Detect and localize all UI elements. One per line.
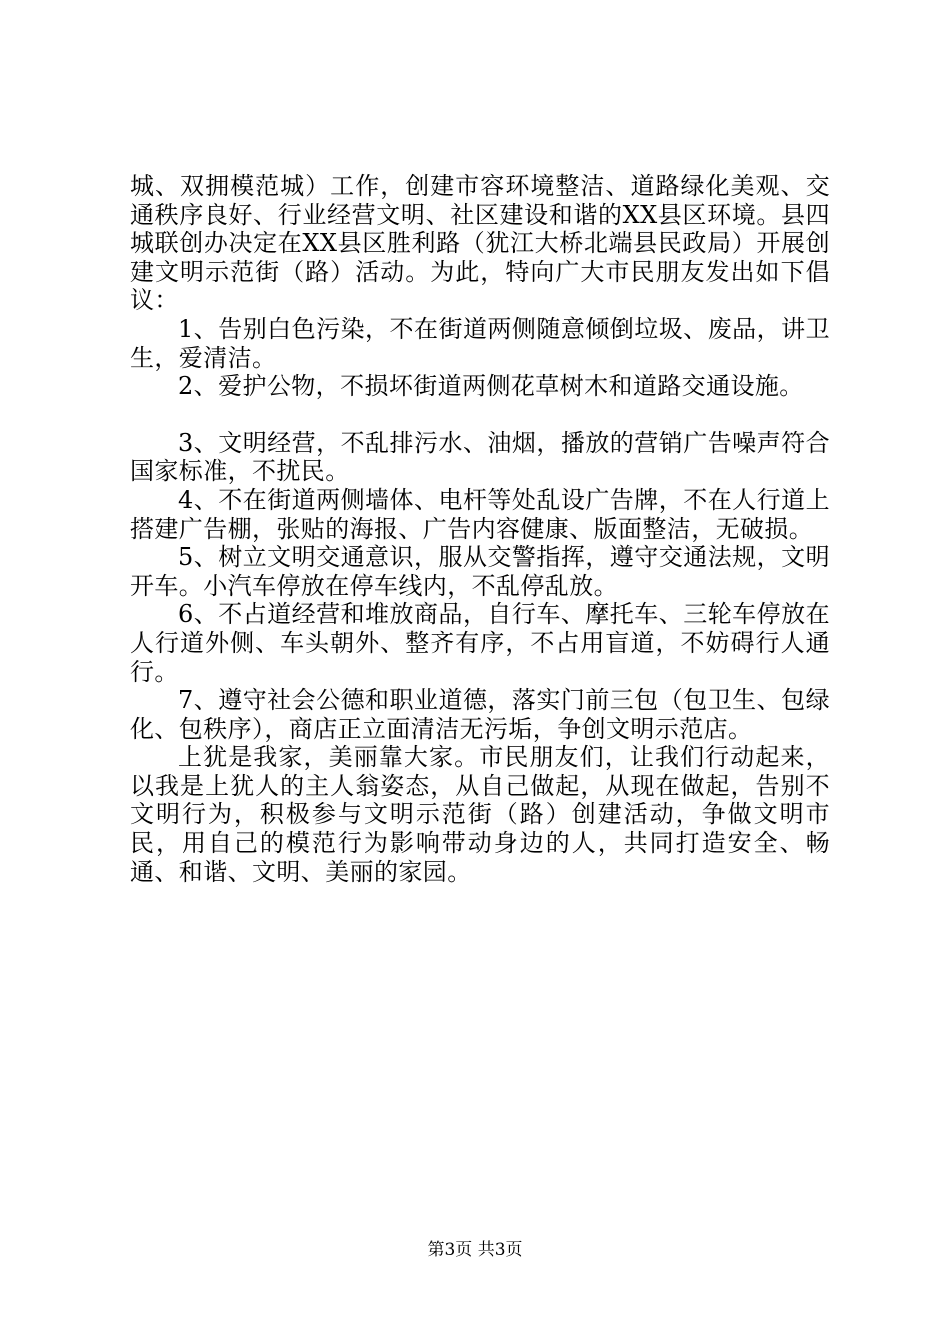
closing-paragraph: 上犹是我家，美丽靠大家。市民朋友们，让我们行动起来，以我是上犹人的主人翁姿态，从自己做起，从现在做起，告别不文明行为，积极参与文明示范街（路）创建活动，争做文明市民，用自己的模范行为影响带动身边的人，共同打造安全、畅通、和谐、文明、美丽的家园。: [130, 743, 830, 886]
document-body: [130, 172, 830, 886]
proposal-item-3: 3、文明经营，不乱排污水、油烟，播放的营销广告噪声符合国家标准，不扰民。: [130, 428, 830, 486]
intro-paragraph: 城、双拥模范城）工作，创建市容环境整洁、道路绿化美观、交通秩序良好、行业经营文明、社区建设和谐的XX县区环境。县四城联创办决定在XX县区胜利路（犹江大桥北端县民政局）开展创建文明示范街（路）活动。为此，特向广大市民朋友发出如下倡议：: [130, 172, 830, 315]
page-number-footer: 第3页 共3页: [427, 1240, 523, 1260]
proposal-item-6: 6、不占道经营和堆放商品，自行车、摩托车、三轮车停放在人行道外侧、车头朝外、整齐有序，不占用盲道，不妨碍行人通行。: [130, 600, 830, 686]
proposal-item-2: 2、爱护公物，不损坏街道两侧花草树木和道路交通设施。: [178, 372, 804, 401]
proposal-item-7: 7、遵守社会公德和职业道德，落实门前三包（包卫生、包绿化、包秩序），商店正立面清洁无污垢，争创文明示范店。: [130, 686, 830, 743]
proposal-item-5: 5、树立文明交通意识，服从交警指挥，遵守交通法规，文明开车。小汽车停放在停车线内，不乱停乱放。: [130, 543, 830, 600]
proposal-item-1: 1、告别白色污染，不在街道两侧随意倾倒垃圾、废品，讲卫生，爱清洁。: [130, 314, 830, 372]
proposal-item-4: 4、不在街道两侧墙体、电杆等处乱设广告牌，不在人行道上搭建广告棚，张贴的海报、广告内容健康、版面整洁，无破损。: [130, 485, 830, 543]
